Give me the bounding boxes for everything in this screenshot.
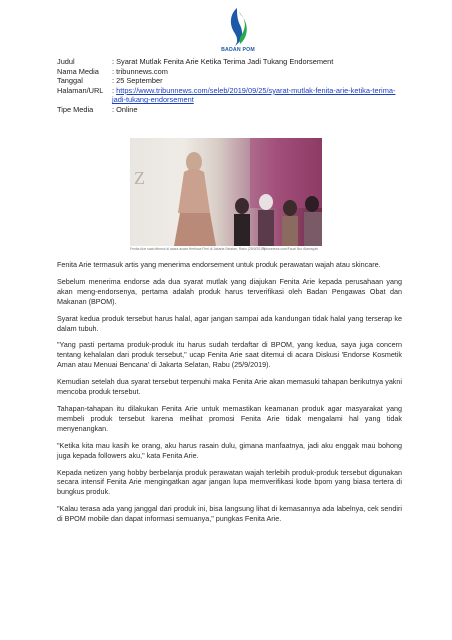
logo-text: BADAN POM <box>221 47 255 53</box>
meta-key: Tipe Media <box>57 104 94 114</box>
meta-key: Tanggal <box>57 76 83 86</box>
meta-row-type <box>57 105 402 115</box>
article-photo <box>130 138 322 246</box>
meta-row-title <box>57 57 402 67</box>
paragraph: Tahapan-tahapan itu dilakukan Fenita Arie untuk memastikan keamanan produk agar masyarakat yang membeli produk tersebut karena melihat promosi Fenita Arie tidak mengalami hal yang tidak menyenangkan. <box>57 403 402 433</box>
photo-credit: Tribunnews.com/Fauzi Nur Alamsyah <box>262 247 319 251</box>
meta-row-url <box>57 86 402 105</box>
paragraph: Kepada netizen yang hobby berbelanja produk perawatan wajah terlebih produk-produk tersebut digunakan secara intensif Fenita Arie mengingatkan agar jangan lupa memverifikasi kode bpom yang biasa tertera di bungkus produk. <box>57 467 402 497</box>
url-prefix: : <box>112 85 117 95</box>
photo-scene <box>130 138 322 246</box>
paragraph: Sebelum menerima endorse ada dua syarat mutlak yang diajukan Fenita Arie kepada perusahaan yang akan meng-endorsenya, pertama adalah produk harus terverifikasi oleh Badan Pengawas Obat dan Makanan (BPOM). <box>57 276 402 306</box>
metadata-table <box>57 57 402 115</box>
paragraph: Syarat kedua produk tersebut harus halal, agar jangan sampai ada kandungan tidak halal yang terserap ke dalam tubuh. <box>57 313 402 333</box>
meta-value: : 25 September <box>112 76 163 86</box>
meta-row-media <box>57 67 402 77</box>
paragraph: Kemudian setelah dua syarat tersebut terpenuhi maka Fenita Arie akan memasuki tahapan berikutnya yakni mencoba produk tersebut. <box>57 377 402 397</box>
meta-row-date <box>57 76 402 86</box>
meta-value: : Syarat Mutlak Fenita Arie Ketika Terima Jadi Tukang Endorsement <box>112 57 334 66</box>
paragraph: "Ketika kita mau kasih ke orang, aku harus rasain dulu, gimana manfaatnya, jadi aku enggak mau bohong juga kepada followers aku," kata Fenita Arie. <box>57 440 402 460</box>
article-body <box>57 260 402 531</box>
paragraph: Fenita Arie termasuk artis yang menerima endorsement untuk produk perawatan wajah atau skincare. <box>57 260 381 269</box>
meta-value <box>112 86 402 105</box>
photo-caption: Fenita Arie saat ditemui di acara acara Hertinza Fimi di Jakarta Selatan, Rabu (25/9/2019). <box>130 247 267 251</box>
article-url-link[interactable]: https://www.tribunnews.com/seleb/2019/09/25/syarat-mutlak-fenita-arie-ketika-terima-jadi-tukang-endorsement <box>112 85 396 105</box>
wall-letter: Z <box>134 168 145 188</box>
meta-key: Halaman/URL <box>57 85 104 95</box>
meta-key: Nama Media <box>57 66 99 76</box>
meta-value: : Online <box>112 104 138 114</box>
meta-value: : tribunnews.com <box>112 66 168 76</box>
meta-key: Judul <box>57 57 75 66</box>
paragraph: "Kalau terasa ada yang janggal dari produk ini, bisa langsung lihat di kemasannya ada labelnya, cek sendiri di BPOM mobile dan dapat informasi semuanya," pungkas Fenita Arie. <box>57 504 402 524</box>
paragraph: "Yang pasti pertama produk-produk itu harus sudah terdaftar di BPOM, yang kedua, saya juga concern tentang kehalalan dari produk tersebut," ucap Fenita Arie saat ditemui di acara Diskusi 'Endorse Kosmetik Aman atau Menuai Bencana' di Jakarta Selatan, Rabu (25/9/2019). <box>57 340 402 370</box>
